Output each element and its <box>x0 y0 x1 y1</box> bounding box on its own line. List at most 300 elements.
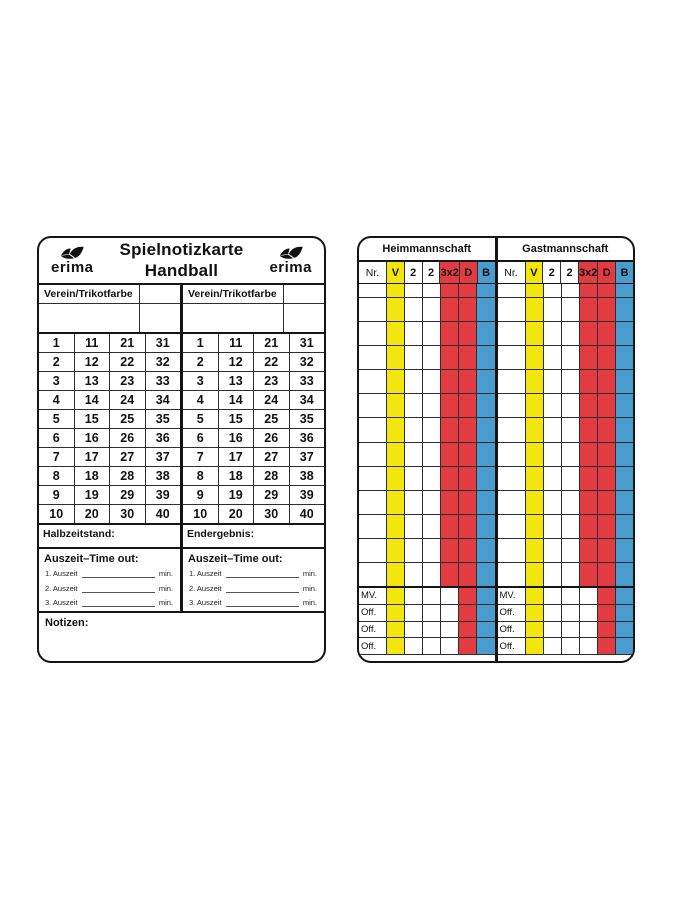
penalty-cell <box>562 418 579 441</box>
penalty-cell <box>562 322 579 345</box>
club-header-row <box>39 285 180 304</box>
score-number-cell: 29 <box>254 486 289 504</box>
official-cell <box>616 622 633 638</box>
penalty-cell <box>598 370 615 393</box>
penalty-cell <box>359 284 386 297</box>
penalty-cell <box>616 418 633 441</box>
score-number-cell: 34 <box>146 391 181 409</box>
score-number-cell: 21 <box>110 334 145 352</box>
penalty-cell <box>544 284 561 297</box>
penalty-cell <box>423 322 440 345</box>
timeout-line-label: 2. Auszeit <box>189 583 222 593</box>
score-number-cell: 40 <box>146 505 181 523</box>
guest-team-grid <box>498 238 634 661</box>
club-header-label: Verein/Trikotfarbe <box>39 285 139 303</box>
erima-wordmark: erima <box>51 259 94 276</box>
timeout-line <box>45 569 173 578</box>
timeout-unit-label: min. <box>158 598 173 607</box>
penalty-cell <box>459 298 476 321</box>
penalty-cell <box>441 394 458 417</box>
score-number-cell: 18 <box>75 467 110 485</box>
penalty-cell <box>562 394 579 417</box>
score-number-cell: 2 <box>39 353 74 371</box>
penalty-cell <box>526 418 543 441</box>
penalty-cell <box>359 298 386 321</box>
penalty-cell <box>387 491 404 514</box>
penalty-cell <box>441 563 458 586</box>
column-header-nr.: Nr. <box>498 262 525 283</box>
score-number-cell: 6 <box>39 429 74 447</box>
penalty-cell <box>598 539 615 562</box>
score-number-cell: 19 <box>219 486 254 504</box>
erima-brand-right <box>269 246 312 275</box>
timeout-line-label: 2. Auszeit <box>45 583 78 593</box>
penalty-cell <box>580 394 597 417</box>
penalty-cell <box>477 346 494 369</box>
score-number-cell: 36 <box>290 429 325 447</box>
penalty-cell <box>359 539 386 562</box>
score-number-cell: 15 <box>219 410 254 428</box>
penalty-cell <box>405 298 422 321</box>
penalty-cell <box>580 284 597 297</box>
score-number-cell: 5 <box>39 410 74 428</box>
timeout-section-guest <box>183 549 324 611</box>
score-number-cell: 7 <box>183 448 218 466</box>
club-header-row <box>183 285 324 304</box>
penalty-cell <box>477 298 494 321</box>
penalty-cell <box>580 322 597 345</box>
score-number-cell: 8 <box>39 467 74 485</box>
penalty-cell <box>405 346 422 369</box>
penalty-cell <box>598 284 615 297</box>
penalty-cell <box>580 467 597 490</box>
penalty-cell <box>498 370 525 393</box>
penalty-cell <box>562 346 579 369</box>
official-cell <box>526 622 543 638</box>
score-number-cell: 29 <box>110 486 145 504</box>
erima-brand-left <box>51 246 94 275</box>
score-number-cell: 6 <box>183 429 218 447</box>
penalty-cell <box>441 370 458 393</box>
official-cell <box>441 622 458 638</box>
score-number-cell: 12 <box>75 353 110 371</box>
penalty-cell <box>405 563 422 586</box>
timeout-unit-label: min. <box>302 598 317 607</box>
penalty-cell <box>616 539 633 562</box>
penalty-cell <box>477 394 494 417</box>
score-number-cell: 19 <box>75 486 110 504</box>
penalty-cell <box>459 539 476 562</box>
penalty-cell <box>459 284 476 297</box>
official-cell <box>405 638 422 654</box>
penalty-cell <box>562 539 579 562</box>
official-cell <box>562 588 579 604</box>
penalty-cell <box>441 491 458 514</box>
official-cell <box>387 588 404 604</box>
bottom-margin <box>498 655 634 661</box>
score-number-cell: 14 <box>219 391 254 409</box>
score-number-cell: 37 <box>146 448 181 466</box>
penalty-cell <box>405 515 422 538</box>
penalty-cell <box>387 298 404 321</box>
penalty-cell <box>441 298 458 321</box>
column-header-d: D <box>598 262 615 283</box>
official-cell <box>477 605 494 621</box>
score-number-cell: 5 <box>183 410 218 428</box>
penalty-cell <box>387 370 404 393</box>
penalty-cell <box>498 443 525 466</box>
timeout-fill-line <box>226 571 299 578</box>
penalty-cell <box>526 298 543 321</box>
penalty-cell <box>387 418 404 441</box>
card-title <box>120 240 244 280</box>
timeout-line-label: 3. Auszeit <box>189 598 222 607</box>
penalty-cell <box>598 346 615 369</box>
column-header-3x2: 3x2 <box>579 262 597 283</box>
penalty-cell <box>423 394 440 417</box>
column-header-row <box>498 262 634 284</box>
score-number-cell: 15 <box>75 410 110 428</box>
penalty-cell <box>616 563 633 586</box>
penalty-cell <box>423 515 440 538</box>
timeout-unit-label: min. <box>302 583 317 593</box>
column-header-row <box>359 262 495 284</box>
score-number-cell: 27 <box>254 448 289 466</box>
penalty-cell <box>477 284 494 297</box>
score-number-cell: 36 <box>146 429 181 447</box>
official-cell <box>405 605 422 621</box>
score-number-cell: 30 <box>110 505 145 523</box>
official-cell <box>459 638 476 654</box>
score-number-cell: 3 <box>183 372 218 390</box>
official-cell <box>387 638 404 654</box>
penalty-cell <box>616 322 633 345</box>
official-cell <box>580 588 597 604</box>
official-cell <box>387 622 404 638</box>
timeout-fill-line <box>226 600 299 607</box>
penalty-cell <box>580 298 597 321</box>
penalty-cell <box>616 491 633 514</box>
penalty-card <box>357 236 635 663</box>
penalty-cell <box>598 515 615 538</box>
penalty-cell <box>526 539 543 562</box>
score-number-cell: 9 <box>39 486 74 504</box>
penalty-cell <box>498 467 525 490</box>
penalty-cell <box>441 443 458 466</box>
timeout-line-label: 3. Auszeit <box>45 598 78 607</box>
penalty-cell <box>459 443 476 466</box>
official-cell <box>441 638 458 654</box>
column-header-nr.: Nr. <box>359 262 386 283</box>
penalty-cell <box>459 418 476 441</box>
penalty-cell <box>387 539 404 562</box>
club-color-cell <box>140 304 180 332</box>
penalty-cell <box>405 394 422 417</box>
penalty-cell <box>616 346 633 369</box>
penalty-cell <box>498 418 525 441</box>
score-number-cell: 3 <box>39 372 74 390</box>
official-cell <box>544 622 561 638</box>
official-cell <box>616 638 633 654</box>
card-title-line2: Handball <box>144 260 219 280</box>
official-label-cell: Off. <box>498 605 525 621</box>
penalty-cell <box>441 346 458 369</box>
official-cell <box>580 622 597 638</box>
official-label-cell: MV. <box>359 588 386 604</box>
score-number-cell: 26 <box>254 429 289 447</box>
penalty-cell <box>598 298 615 321</box>
score-number-cell: 25 <box>110 410 145 428</box>
penalty-cell <box>616 370 633 393</box>
score-number-cell: 33 <box>146 372 181 390</box>
score-number-cell: 24 <box>254 391 289 409</box>
club-color-cell <box>284 304 324 332</box>
penalty-cell <box>562 515 579 538</box>
score-number-cell: 23 <box>254 372 289 390</box>
penalty-cell <box>526 346 543 369</box>
official-cell <box>580 605 597 621</box>
penalty-cell <box>498 322 525 345</box>
official-cell <box>544 588 561 604</box>
penalty-cell <box>598 491 615 514</box>
penalty-cell <box>459 346 476 369</box>
penalty-cell <box>387 467 404 490</box>
column-header-2: 2 <box>423 262 440 283</box>
home-team-title: Heimmannschaft <box>359 238 495 262</box>
penalty-cell <box>526 491 543 514</box>
penalty-cell <box>616 284 633 297</box>
penalty-cell <box>498 515 525 538</box>
penalty-cell <box>423 443 440 466</box>
guest-team-title: Gastmannschaft <box>498 238 634 262</box>
penalty-cell <box>498 284 525 297</box>
penalty-cell <box>580 491 597 514</box>
penalty-cell <box>459 563 476 586</box>
penalty-cell <box>544 346 561 369</box>
timeout-unit-label: min. <box>158 569 173 578</box>
timeout-line <box>189 598 317 607</box>
penalty-cell <box>526 394 543 417</box>
penalty-cell <box>562 467 579 490</box>
score-number-cell: 25 <box>254 410 289 428</box>
score-number-cell: 21 <box>254 334 289 352</box>
penalty-cell <box>359 370 386 393</box>
penalty-cell <box>359 491 386 514</box>
penalty-cell <box>498 563 525 586</box>
penalty-cell <box>544 491 561 514</box>
timeout-fill-line <box>82 586 155 593</box>
penalty-cell <box>405 539 422 562</box>
penalty-cell <box>459 394 476 417</box>
timeout-unit-label: min. <box>302 569 317 578</box>
score-number-cell: 39 <box>290 486 325 504</box>
score-number-cell: 28 <box>110 467 145 485</box>
penalty-cell <box>423 491 440 514</box>
timeout-line <box>45 584 173 593</box>
card-title-line1: Spielnotizkarte <box>119 240 244 260</box>
penalty-cell <box>405 284 422 297</box>
penalty-cell <box>387 563 404 586</box>
official-label-cell: Off. <box>498 622 525 638</box>
timeout-fill-line <box>82 571 155 578</box>
penalty-cell <box>498 539 525 562</box>
penalty-cell <box>441 539 458 562</box>
column-header-b: B <box>478 262 495 283</box>
penalty-cell <box>359 322 386 345</box>
official-cell <box>562 622 579 638</box>
timeout-fill-line <box>82 600 155 607</box>
penalty-cell <box>580 346 597 369</box>
penalty-cell <box>477 539 494 562</box>
penalty-cell <box>405 370 422 393</box>
score-number-cell: 7 <box>39 448 74 466</box>
score-number-cell: 11 <box>75 334 110 352</box>
timeout-line <box>45 598 173 607</box>
official-cell <box>477 622 494 638</box>
penalty-cell <box>459 515 476 538</box>
penalty-cell <box>544 394 561 417</box>
official-cell <box>544 605 561 621</box>
final-score-row: Endergebnis: <box>183 525 324 549</box>
official-cell <box>544 638 561 654</box>
penalty-cell <box>526 467 543 490</box>
score-grid-home <box>39 334 180 525</box>
penalty-cell <box>616 394 633 417</box>
official-cell <box>598 638 615 654</box>
timeout-line-label: 1. Auszeit <box>189 569 222 578</box>
official-cell <box>598 605 615 621</box>
score-number-cell: 4 <box>39 391 74 409</box>
penalty-cell <box>405 491 422 514</box>
column-header-v: V <box>526 262 543 283</box>
timeout-heading: Auszeit–Time out: <box>44 553 139 565</box>
officials-rows <box>359 588 495 655</box>
score-number-cell: 35 <box>290 410 325 428</box>
score-number-cell: 33 <box>290 372 325 390</box>
score-number-cell: 2 <box>183 353 218 371</box>
column-header-v: V <box>387 262 404 283</box>
column-header-3x2: 3x2 <box>440 262 458 283</box>
penalty-cell <box>598 394 615 417</box>
official-cell <box>526 638 543 654</box>
score-number-cell: 11 <box>219 334 254 352</box>
penalty-cell <box>441 418 458 441</box>
penalty-cell <box>477 563 494 586</box>
official-cell <box>423 638 440 654</box>
penalty-cell <box>359 563 386 586</box>
timeout-line <box>189 569 317 578</box>
penalty-cell <box>477 467 494 490</box>
penalty-cell <box>405 322 422 345</box>
official-cell <box>616 588 633 604</box>
penalty-cell <box>580 563 597 586</box>
penalty-rows <box>498 284 634 588</box>
penalty-cell <box>580 539 597 562</box>
penalty-cell <box>616 515 633 538</box>
official-cell <box>405 622 422 638</box>
score-number-cell: 18 <box>219 467 254 485</box>
penalty-cell <box>562 563 579 586</box>
penalty-cell <box>477 322 494 345</box>
penalty-cell <box>562 370 579 393</box>
penalty-cell <box>359 515 386 538</box>
club-color-cell <box>284 285 324 303</box>
penalty-cell <box>423 284 440 297</box>
score-number-cell: 10 <box>183 505 218 523</box>
official-cell <box>423 605 440 621</box>
score-number-cell: 34 <box>290 391 325 409</box>
score-number-cell: 35 <box>146 410 181 428</box>
official-cell <box>526 588 543 604</box>
guest-half <box>183 285 324 611</box>
score-number-cell: 39 <box>146 486 181 504</box>
timeout-section-home <box>39 549 180 611</box>
penalty-cell <box>387 443 404 466</box>
penalty-cell <box>423 418 440 441</box>
score-number-cell: 17 <box>219 448 254 466</box>
penalty-cell <box>359 346 386 369</box>
penalty-card-body <box>359 238 633 661</box>
score-number-cell: 8 <box>183 467 218 485</box>
penalty-cell <box>498 394 525 417</box>
penalty-cell <box>423 467 440 490</box>
score-number-cell: 22 <box>254 353 289 371</box>
penalty-cell <box>580 443 597 466</box>
penalty-cell <box>562 491 579 514</box>
club-name-cell <box>183 304 283 332</box>
score-number-cell: 27 <box>110 448 145 466</box>
penalty-cell <box>359 467 386 490</box>
score-number-cell: 28 <box>254 467 289 485</box>
column-header-d: D <box>460 262 477 283</box>
timeout-heading: Auszeit–Time out: <box>188 553 283 565</box>
penalty-cell <box>405 467 422 490</box>
penalty-cell <box>459 322 476 345</box>
official-cell <box>459 622 476 638</box>
column-header-2: 2 <box>561 262 578 283</box>
official-cell <box>598 622 615 638</box>
official-cell <box>477 588 494 604</box>
penalty-cell <box>459 370 476 393</box>
penalty-cell <box>405 443 422 466</box>
official-cell <box>387 605 404 621</box>
penalty-cell <box>616 443 633 466</box>
penalty-cell <box>598 563 615 586</box>
penalty-cell <box>544 563 561 586</box>
official-cell <box>562 638 579 654</box>
score-number-cell: 12 <box>219 353 254 371</box>
score-number-cell: 22 <box>110 353 145 371</box>
penalty-cell <box>441 515 458 538</box>
official-cell <box>459 588 476 604</box>
score-number-cell: 17 <box>75 448 110 466</box>
halftime-row: Halbzeitstand: <box>39 525 180 549</box>
penalty-cell <box>562 443 579 466</box>
penalty-cell <box>526 370 543 393</box>
penalty-cell <box>598 418 615 441</box>
penalty-cell <box>405 418 422 441</box>
penalty-cell <box>459 467 476 490</box>
notes-section: Notizen: <box>39 611 324 661</box>
penalty-cell <box>526 515 543 538</box>
penalty-cell <box>387 515 404 538</box>
club-name-cell <box>39 304 139 332</box>
timeout-unit-label: min. <box>158 583 173 593</box>
official-cell <box>580 638 597 654</box>
penalty-cell <box>477 491 494 514</box>
penalty-cell <box>526 563 543 586</box>
column-header-2: 2 <box>543 262 560 283</box>
